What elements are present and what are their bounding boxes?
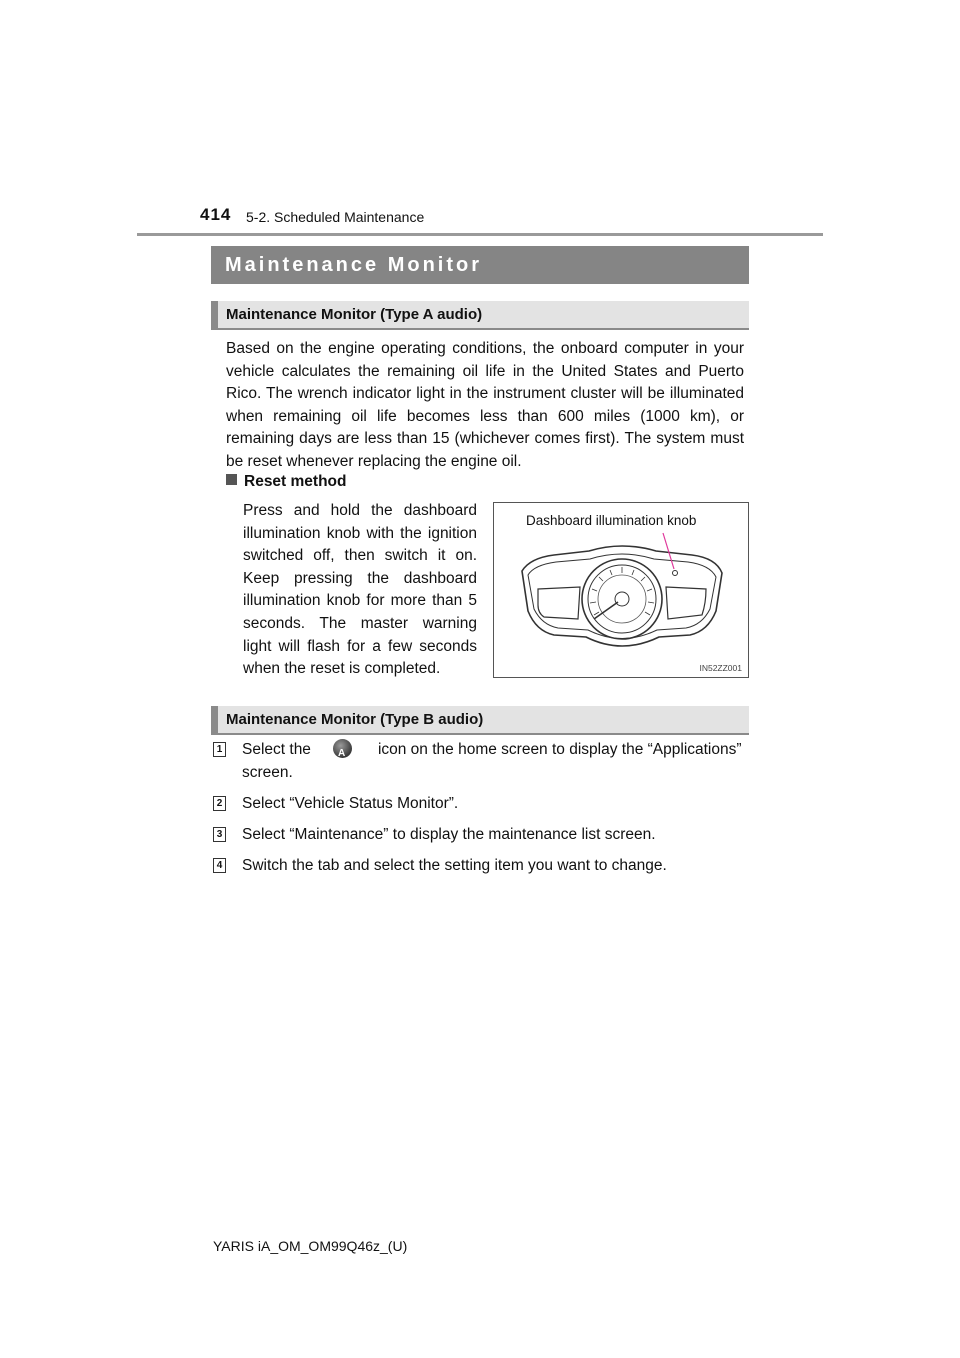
step-1 (213, 738, 753, 784)
reset-method-text: Press and hold the dashboard illumination knob with the ignition switched off, then switch it on. Keep pressing the dashboard illumination knob for more than 5 seconds. The master warning light will flash for a few seconds when the reset is completed. (243, 502, 477, 678)
step-text: Select “Vehicle Status Monitor”. (242, 795, 459, 812)
step-text: Select “Maintenance” to display the maintenance list screen. (242, 826, 656, 843)
step-3 (213, 823, 753, 846)
page-title-bar (211, 246, 749, 284)
instrument-cluster-illustration (494, 503, 750, 679)
page-title: Maintenance Monitor (225, 253, 483, 276)
page-number: 414 (200, 205, 232, 224)
type-a-heading: Maintenance Monitor (Type A audio) (226, 306, 483, 323)
square-bullet-icon (226, 474, 237, 485)
type-b-heading: Maintenance Monitor (Type B audio) (226, 711, 484, 728)
type-a-paragraph: Based on the engine operating conditions, the onboard computer in your vehicle calculates the remaining oil life in the United States and Puerto Rico. The wrench indicator light in the instrument cluster will be illuminated when remaining oil life becomes less than 600 miles (1000 km), or remaining days are less than 15 (whichever comes first). The system must be reset whenever replacing the engine oil. (226, 340, 744, 470)
step-number: 4 (213, 858, 226, 873)
header-rule (137, 233, 823, 236)
instrument-cluster-figure (493, 502, 749, 678)
step-text: Switch the tab and select the setting item you want to change. (242, 857, 667, 874)
step-number: 1 (213, 742, 226, 757)
type-b-steps (213, 738, 753, 885)
section-header: 5-2. Scheduled Maintenance (246, 209, 425, 225)
step-text-after: icon on the home screen to display the “Applications” screen. (242, 741, 742, 781)
footer-doc-id: YARIS iA_OM_OM99Q46z_(U) (213, 1238, 408, 1254)
step-number: 2 (213, 796, 226, 811)
step-4 (213, 854, 753, 877)
figure-callout-label: Dashboard illumination knob (526, 513, 697, 528)
step-text (242, 738, 747, 784)
step-text-before: Select the (242, 741, 311, 758)
reset-method-heading (226, 473, 347, 491)
step-2 (213, 792, 753, 815)
type-b-heading-bar (211, 706, 749, 735)
step-number: 3 (213, 827, 226, 842)
type-a-heading-bar (211, 301, 749, 330)
reset-method-label: Reset method (244, 473, 347, 490)
figure-code: IN52ZZ001 (699, 663, 742, 673)
apps-icon (333, 739, 352, 758)
